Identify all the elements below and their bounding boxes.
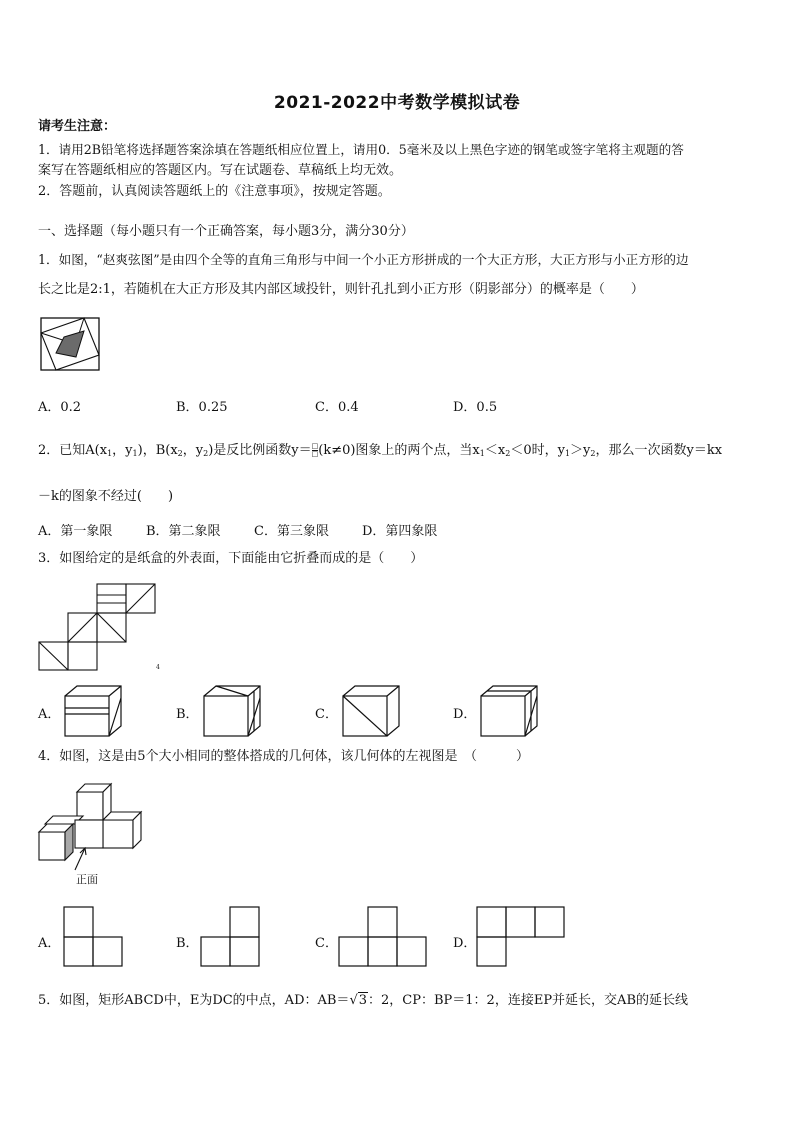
question-4-option-c-view — [338, 906, 428, 968]
front-label: 正面 — [76, 873, 98, 886]
question-3-option-b-label: B． — [176, 707, 199, 722]
zhao-shuang-diagram — [40, 317, 102, 373]
notice-heading: 请考生注意： — [38, 119, 117, 134]
notice-item-2: 2．答题前，认真阅读答题纸上的《注意事项》，按规定答题。 — [38, 184, 391, 199]
question-3-option-d-label: D． — [453, 707, 477, 722]
question-1-option-a: A．0.2 — [38, 400, 82, 415]
notice-item-1-line-1: 1．请用2B铅笔将选择题答案涂填在答题纸相应位置上，请用0．5毫米及以上黑色字迹的钢笔或签字笔将主观题的答 — [38, 142, 684, 157]
question-3-text: 3．如图给定的是纸盒的外表面，下面能由它折叠而成的是（ ） — [38, 551, 424, 566]
question-1-option-c: C．0.4 — [315, 400, 359, 415]
question-1-line-2: 长之比是2:1，若随机在大正方形及其内部区域投针，则针孔扎到小正方形（阴影部分）的概率是（ ） — [38, 282, 644, 297]
question-1-option-d: D．0.5 — [453, 400, 498, 415]
question-3-option-d-cube — [479, 684, 539, 738]
question-1-option-b: B．0.25 — [176, 400, 228, 415]
question-2-line-1: 2．已知$A(x_1$，$y_1$)，$B(x_2$，$y_2$)是反比例函数y＝ $\frac{□}{□}$ (k≠0)图象上的两个点，当$x_1<x_2<0$时，$y_1>y_2$，那么一次函数y＝kx — [38, 442, 723, 458]
fraction-placeholder: $\frac{□}{□}$ — [311, 442, 319, 458]
question-4-option-b-label: B． — [176, 936, 199, 951]
question-2-option-c: C．第三象限 — [254, 524, 329, 539]
question-3-option-c-label: C． — [315, 707, 338, 722]
question-4-option-a-label: A． — [38, 936, 61, 951]
question-2-line-2: －k的图象不经过( ) — [38, 489, 174, 504]
page-title: 2021-2022中考数学模拟试卷 — [273, 93, 521, 113]
question-4-option-c-label: C． — [315, 936, 338, 951]
question-2-option-b: B．第二象限 — [146, 524, 221, 539]
question-5-line-1: 5．如图，矩形ABCD中，E为DC的中点，AD：AB＝√3：2，CP：BP＝1：2，连接EP并延长，交AB的延长线 — [38, 993, 689, 1008]
question-1-line-1: 1．如图，“赵爽弦图”是由四个全等的直角三角形与中间一个小正方形拼成的一个大正方形，大正方形与小正方形的边 — [38, 252, 689, 267]
question-2-option-d: D．第四象限 — [362, 524, 438, 539]
question-4-option-d-label: D． — [453, 936, 477, 951]
question-3-option-b-cube — [202, 684, 262, 738]
notice-item-1-line-2: 案写在答题纸相应的答题区内。写在试题卷、草稿纸上均无效。 — [38, 163, 403, 178]
sqrt-symbol: √ — [349, 993, 358, 1008]
question-4-option-a-view — [63, 906, 123, 968]
question-4-option-b-view — [200, 906, 260, 968]
question-3-option-c-cube — [341, 684, 401, 738]
question-4-option-d-view — [476, 906, 566, 968]
question-3-option-a-cube — [63, 684, 123, 738]
question-3-option-a-label: A． — [38, 707, 61, 722]
box-net-diagram — [38, 583, 162, 671]
question-2-option-a: A．第一象限 — [38, 524, 113, 539]
svg-text:4: 4 — [156, 664, 160, 671]
section-heading: 一、选择题（每小题只有一个正确答案，每小题3分，满分30分） — [38, 224, 414, 239]
question-4-text: 4．如图，这是由5个大小相同的整体搭成的几何体，该几何体的左视图是 （ ） — [38, 749, 530, 764]
